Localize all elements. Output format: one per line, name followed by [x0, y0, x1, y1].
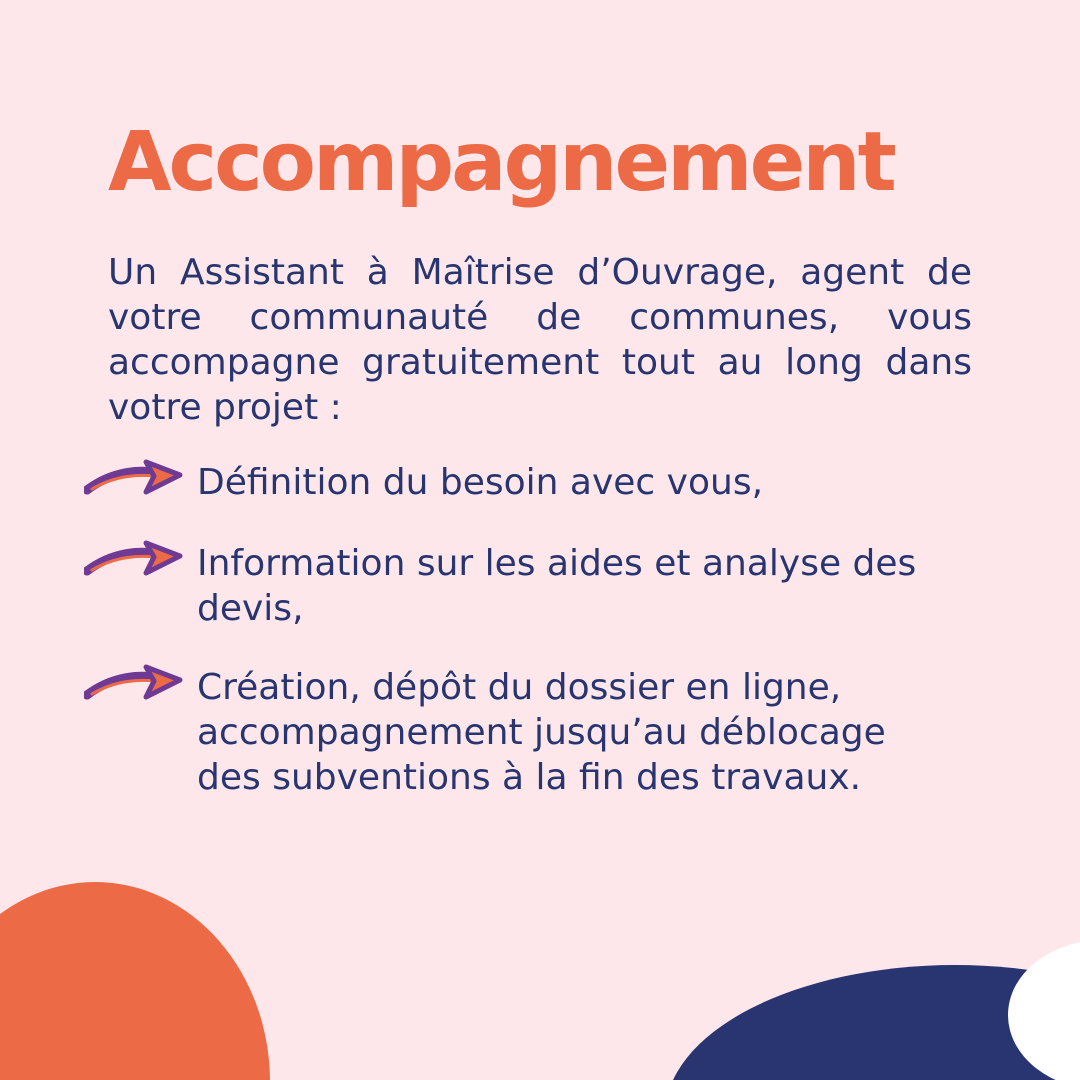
page-title: Accompagnement — [108, 115, 894, 210]
arrow-right-icon — [84, 458, 184, 502]
list-item-text: Information sur les aides et analyse des devis, — [197, 543, 917, 629]
orange-blob-decoration — [0, 882, 270, 1080]
arrow-right-icon — [84, 663, 184, 707]
list-item-text: Création, dépôt du dossier en ligne, accompagnement jusqu’au déblocage des subventions à la fin des travaux. — [197, 667, 886, 798]
list-item-text: Définition du besoin avec vous, — [197, 462, 764, 503]
arrow-right-icon — [84, 539, 184, 583]
intro-paragraph: Un Assistant à Maîtrise d’Ouvrage, agent de votre communauté de communes, vous accompagne gratuitement tout au long dans votre projet : — [108, 252, 972, 428]
